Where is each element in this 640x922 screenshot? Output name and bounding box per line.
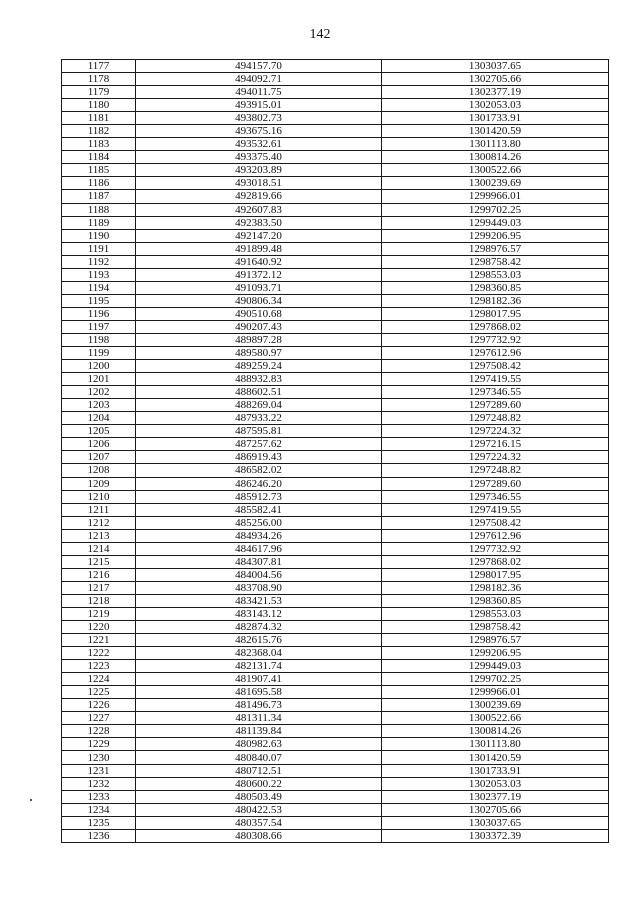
page-number: 142: [309, 27, 331, 42]
x-coordinate-cell: 481907.41: [136, 673, 382, 686]
y-coordinate-cell: 1300522.66: [382, 164, 609, 177]
point-number-cell: 1233: [62, 790, 136, 803]
y-coordinate-cell: 1301420.59: [382, 125, 609, 138]
point-number-cell: 1189: [62, 216, 136, 229]
table-row: [62, 177, 609, 190]
x-coordinate-cell: 492819.66: [136, 190, 382, 203]
point-number-cell: 1235: [62, 816, 136, 829]
y-coordinate-cell: 1299206.95: [382, 647, 609, 660]
table-row: [62, 138, 609, 151]
x-coordinate-cell: 493802.73: [136, 112, 382, 125]
y-coordinate-cell: 1297419.55: [382, 503, 609, 516]
point-number-cell: 1200: [62, 360, 136, 373]
x-coordinate-cell: 494011.75: [136, 86, 382, 99]
y-coordinate-cell: 1299966.01: [382, 686, 609, 699]
coordinates-table-body: [62, 60, 609, 843]
x-coordinate-cell: 481311.34: [136, 712, 382, 725]
point-number-cell: 1217: [62, 581, 136, 594]
point-number-cell: 1179: [62, 86, 136, 99]
y-coordinate-cell: 1298976.57: [382, 634, 609, 647]
table-row: [62, 320, 609, 333]
table-row: [62, 529, 609, 542]
x-coordinate-cell: 489897.28: [136, 333, 382, 346]
point-number-cell: 1182: [62, 125, 136, 138]
x-coordinate-cell: 494157.70: [136, 60, 382, 73]
table-row: [62, 738, 609, 751]
point-number-cell: 1229: [62, 738, 136, 751]
table-row: [62, 203, 609, 216]
x-coordinate-cell: 493203.89: [136, 164, 382, 177]
x-coordinate-cell: 493675.16: [136, 125, 382, 138]
point-number-cell: 1177: [62, 60, 136, 73]
table-row: [62, 803, 609, 816]
point-number-cell: 1186: [62, 177, 136, 190]
x-coordinate-cell: 485256.00: [136, 516, 382, 529]
y-coordinate-cell: 1300814.26: [382, 725, 609, 738]
point-number-cell: 1207: [62, 451, 136, 464]
table-row: [62, 438, 609, 451]
y-coordinate-cell: 1298182.36: [382, 294, 609, 307]
x-coordinate-cell: 484617.96: [136, 542, 382, 555]
x-coordinate-cell: 481695.58: [136, 686, 382, 699]
x-coordinate-cell: 488602.51: [136, 386, 382, 399]
point-number-cell: 1184: [62, 151, 136, 164]
y-coordinate-cell: 1302053.03: [382, 99, 609, 112]
table-row: [62, 99, 609, 112]
x-coordinate-cell: 483421.53: [136, 594, 382, 607]
table-row: [62, 686, 609, 699]
table-row: [62, 464, 609, 477]
x-coordinate-cell: 488269.04: [136, 399, 382, 412]
point-number-cell: 1206: [62, 438, 136, 451]
table-row: [62, 307, 609, 320]
y-coordinate-cell: 1297346.55: [382, 386, 609, 399]
y-coordinate-cell: 1300239.69: [382, 177, 609, 190]
coordinates-table: [61, 59, 609, 843]
x-coordinate-cell: 493018.51: [136, 177, 382, 190]
y-coordinate-cell: 1302377.19: [382, 790, 609, 803]
x-coordinate-cell: 483143.12: [136, 607, 382, 620]
point-number-cell: 1227: [62, 712, 136, 725]
x-coordinate-cell: 483708.90: [136, 581, 382, 594]
x-coordinate-cell: 487595.81: [136, 425, 382, 438]
x-coordinate-cell: 484004.56: [136, 568, 382, 581]
x-coordinate-cell: 492607.83: [136, 203, 382, 216]
y-coordinate-cell: 1300522.66: [382, 712, 609, 725]
point-number-cell: 1203: [62, 399, 136, 412]
y-coordinate-cell: 1301733.91: [382, 112, 609, 125]
table-row: [62, 412, 609, 425]
point-number-cell: 1178: [62, 73, 136, 86]
y-coordinate-cell: 1298758.42: [382, 255, 609, 268]
table-row: [62, 490, 609, 503]
x-coordinate-cell: 488932.83: [136, 373, 382, 386]
table-row: [62, 229, 609, 242]
x-coordinate-cell: 491899.48: [136, 242, 382, 255]
x-coordinate-cell: 480982.63: [136, 738, 382, 751]
y-coordinate-cell: 1303037.65: [382, 816, 609, 829]
x-coordinate-cell: 490207.43: [136, 320, 382, 333]
y-coordinate-cell: 1303372.39: [382, 829, 609, 842]
point-number-cell: 1214: [62, 542, 136, 555]
table-row: [62, 112, 609, 125]
y-coordinate-cell: 1299966.01: [382, 190, 609, 203]
y-coordinate-cell: 1297868.02: [382, 555, 609, 568]
point-number-cell: 1195: [62, 294, 136, 307]
y-coordinate-cell: 1298553.03: [382, 268, 609, 281]
point-number-cell: 1219: [62, 607, 136, 620]
point-number-cell: 1223: [62, 660, 136, 673]
table-row: [62, 712, 609, 725]
x-coordinate-cell: 480840.07: [136, 751, 382, 764]
table-row: [62, 777, 609, 790]
y-coordinate-cell: 1298017.95: [382, 307, 609, 320]
y-coordinate-cell: 1299702.25: [382, 673, 609, 686]
y-coordinate-cell: 1300814.26: [382, 151, 609, 164]
x-coordinate-cell: 487933.22: [136, 412, 382, 425]
table-row: [62, 268, 609, 281]
table-row: [62, 751, 609, 764]
x-coordinate-cell: 489580.97: [136, 347, 382, 360]
y-coordinate-cell: 1298758.42: [382, 621, 609, 634]
table-row: [62, 281, 609, 294]
x-coordinate-cell: 491372.12: [136, 268, 382, 281]
x-coordinate-cell: 486246.20: [136, 477, 382, 490]
point-number-cell: 1230: [62, 751, 136, 764]
x-coordinate-cell: 492147.20: [136, 229, 382, 242]
point-number-cell: 1187: [62, 190, 136, 203]
y-coordinate-cell: 1297346.55: [382, 490, 609, 503]
x-coordinate-cell: 481496.73: [136, 699, 382, 712]
y-coordinate-cell: 1302705.66: [382, 73, 609, 86]
point-number-cell: 1212: [62, 516, 136, 529]
table-row: [62, 425, 609, 438]
table-row: [62, 60, 609, 73]
table-row: [62, 555, 609, 568]
point-number-cell: 1221: [62, 634, 136, 647]
point-number-cell: 1224: [62, 673, 136, 686]
point-number-cell: 1188: [62, 203, 136, 216]
point-number-cell: 1215: [62, 555, 136, 568]
point-number-cell: 1191: [62, 242, 136, 255]
point-number-cell: 1234: [62, 803, 136, 816]
table-row: [62, 699, 609, 712]
table-row: [62, 503, 609, 516]
y-coordinate-cell: 1297868.02: [382, 320, 609, 333]
table-row: [62, 242, 609, 255]
table-row: [62, 542, 609, 555]
point-number-cell: 1183: [62, 138, 136, 151]
x-coordinate-cell: 482615.76: [136, 634, 382, 647]
y-coordinate-cell: 1302053.03: [382, 777, 609, 790]
point-number-cell: 1197: [62, 320, 136, 333]
table-row: [62, 451, 609, 464]
table-row: [62, 816, 609, 829]
x-coordinate-cell: 482874.32: [136, 621, 382, 634]
table-row: [62, 164, 609, 177]
y-coordinate-cell: 1299449.03: [382, 216, 609, 229]
point-number-cell: 1236: [62, 829, 136, 842]
table-row: [62, 255, 609, 268]
table-row: [62, 660, 609, 673]
x-coordinate-cell: 484934.26: [136, 529, 382, 542]
x-coordinate-cell: 484307.81: [136, 555, 382, 568]
table-row: [62, 190, 609, 203]
table-row: [62, 634, 609, 647]
y-coordinate-cell: 1297248.82: [382, 412, 609, 425]
table-row: [62, 399, 609, 412]
x-coordinate-cell: 481139.84: [136, 725, 382, 738]
y-coordinate-cell: 1297612.96: [382, 347, 609, 360]
table-row: [62, 829, 609, 842]
point-number-cell: 1208: [62, 464, 136, 477]
point-number-cell: 1201: [62, 373, 136, 386]
x-coordinate-cell: 493915.01: [136, 99, 382, 112]
y-coordinate-cell: 1297224.32: [382, 425, 609, 438]
y-coordinate-cell: 1297732.92: [382, 333, 609, 346]
point-number-cell: 1196: [62, 307, 136, 320]
x-coordinate-cell: 482131.74: [136, 660, 382, 673]
y-coordinate-cell: 1297508.42: [382, 360, 609, 373]
table-row: [62, 621, 609, 634]
table-row: [62, 73, 609, 86]
table-row: [62, 568, 609, 581]
point-number-cell: 1210: [62, 490, 136, 503]
y-coordinate-cell: 1299702.25: [382, 203, 609, 216]
point-number-cell: 1209: [62, 477, 136, 490]
x-coordinate-cell: 490510.68: [136, 307, 382, 320]
x-coordinate-cell: 494092.71: [136, 73, 382, 86]
table-row: [62, 294, 609, 307]
scan-mark: [30, 799, 32, 801]
table-row: [62, 347, 609, 360]
point-number-cell: 1226: [62, 699, 136, 712]
point-number-cell: 1232: [62, 777, 136, 790]
y-coordinate-cell: 1297216.15: [382, 438, 609, 451]
table-row: [62, 764, 609, 777]
x-coordinate-cell: 493532.61: [136, 138, 382, 151]
table-row: [62, 386, 609, 399]
table-row: [62, 477, 609, 490]
y-coordinate-cell: 1297289.60: [382, 477, 609, 490]
y-coordinate-cell: 1297508.42: [382, 516, 609, 529]
x-coordinate-cell: 490806.34: [136, 294, 382, 307]
table-row: [62, 581, 609, 594]
x-coordinate-cell: 486919.43: [136, 451, 382, 464]
x-coordinate-cell: 485912.73: [136, 490, 382, 503]
table-row: [62, 373, 609, 386]
y-coordinate-cell: 1299206.95: [382, 229, 609, 242]
table-row: [62, 86, 609, 99]
table-row: [62, 790, 609, 803]
table-row: [62, 216, 609, 229]
table-row: [62, 333, 609, 346]
y-coordinate-cell: 1301113.80: [382, 738, 609, 751]
point-number-cell: 1180: [62, 99, 136, 112]
x-coordinate-cell: 491093.71: [136, 281, 382, 294]
table-row: [62, 516, 609, 529]
x-coordinate-cell: 480422.53: [136, 803, 382, 816]
point-number-cell: 1222: [62, 647, 136, 660]
y-coordinate-cell: 1302705.66: [382, 803, 609, 816]
point-number-cell: 1198: [62, 333, 136, 346]
y-coordinate-cell: 1298976.57: [382, 242, 609, 255]
x-coordinate-cell: 486582.02: [136, 464, 382, 477]
x-coordinate-cell: 480503.49: [136, 790, 382, 803]
point-number-cell: 1193: [62, 268, 136, 281]
table-row: [62, 607, 609, 620]
point-number-cell: 1202: [62, 386, 136, 399]
point-number-cell: 1218: [62, 594, 136, 607]
point-number-cell: 1190: [62, 229, 136, 242]
point-number-cell: 1213: [62, 529, 136, 542]
y-coordinate-cell: 1300239.69: [382, 699, 609, 712]
point-number-cell: 1185: [62, 164, 136, 177]
x-coordinate-cell: 489259.24: [136, 360, 382, 373]
point-number-cell: 1181: [62, 112, 136, 125]
y-coordinate-cell: 1297289.60: [382, 399, 609, 412]
x-coordinate-cell: 480600.22: [136, 777, 382, 790]
point-number-cell: 1225: [62, 686, 136, 699]
x-coordinate-cell: 493375.40: [136, 151, 382, 164]
y-coordinate-cell: 1297419.55: [382, 373, 609, 386]
table-row: [62, 647, 609, 660]
x-coordinate-cell: 492383.50: [136, 216, 382, 229]
y-coordinate-cell: 1297732.92: [382, 542, 609, 555]
point-number-cell: 1199: [62, 347, 136, 360]
y-coordinate-cell: 1302377.19: [382, 86, 609, 99]
table-row: [62, 673, 609, 686]
point-number-cell: 1211: [62, 503, 136, 516]
point-number-cell: 1194: [62, 281, 136, 294]
x-coordinate-cell: 480357.54: [136, 816, 382, 829]
table-row: [62, 151, 609, 164]
y-coordinate-cell: 1303037.65: [382, 60, 609, 73]
y-coordinate-cell: 1297612.96: [382, 529, 609, 542]
point-number-cell: 1204: [62, 412, 136, 425]
table-row: [62, 125, 609, 138]
point-number-cell: 1216: [62, 568, 136, 581]
x-coordinate-cell: 480712.51: [136, 764, 382, 777]
point-number-cell: 1205: [62, 425, 136, 438]
x-coordinate-cell: 480308.66: [136, 829, 382, 842]
y-coordinate-cell: 1297248.82: [382, 464, 609, 477]
y-coordinate-cell: 1299449.03: [382, 660, 609, 673]
y-coordinate-cell: 1301733.91: [382, 764, 609, 777]
y-coordinate-cell: 1297224.32: [382, 451, 609, 464]
y-coordinate-cell: 1298553.03: [382, 607, 609, 620]
y-coordinate-cell: 1298017.95: [382, 568, 609, 581]
x-coordinate-cell: 487257.62: [136, 438, 382, 451]
y-coordinate-cell: 1301420.59: [382, 751, 609, 764]
x-coordinate-cell: 485582.41: [136, 503, 382, 516]
y-coordinate-cell: 1301113.80: [382, 138, 609, 151]
y-coordinate-cell: 1298182.36: [382, 581, 609, 594]
y-coordinate-cell: 1298360.85: [382, 594, 609, 607]
table-row: [62, 360, 609, 373]
point-number-cell: 1231: [62, 764, 136, 777]
point-number-cell: 1220: [62, 621, 136, 634]
point-number-cell: 1228: [62, 725, 136, 738]
table-row: [62, 594, 609, 607]
x-coordinate-cell: 482368.04: [136, 647, 382, 660]
x-coordinate-cell: 491640.92: [136, 255, 382, 268]
table-row: [62, 725, 609, 738]
y-coordinate-cell: 1298360.85: [382, 281, 609, 294]
point-number-cell: 1192: [62, 255, 136, 268]
